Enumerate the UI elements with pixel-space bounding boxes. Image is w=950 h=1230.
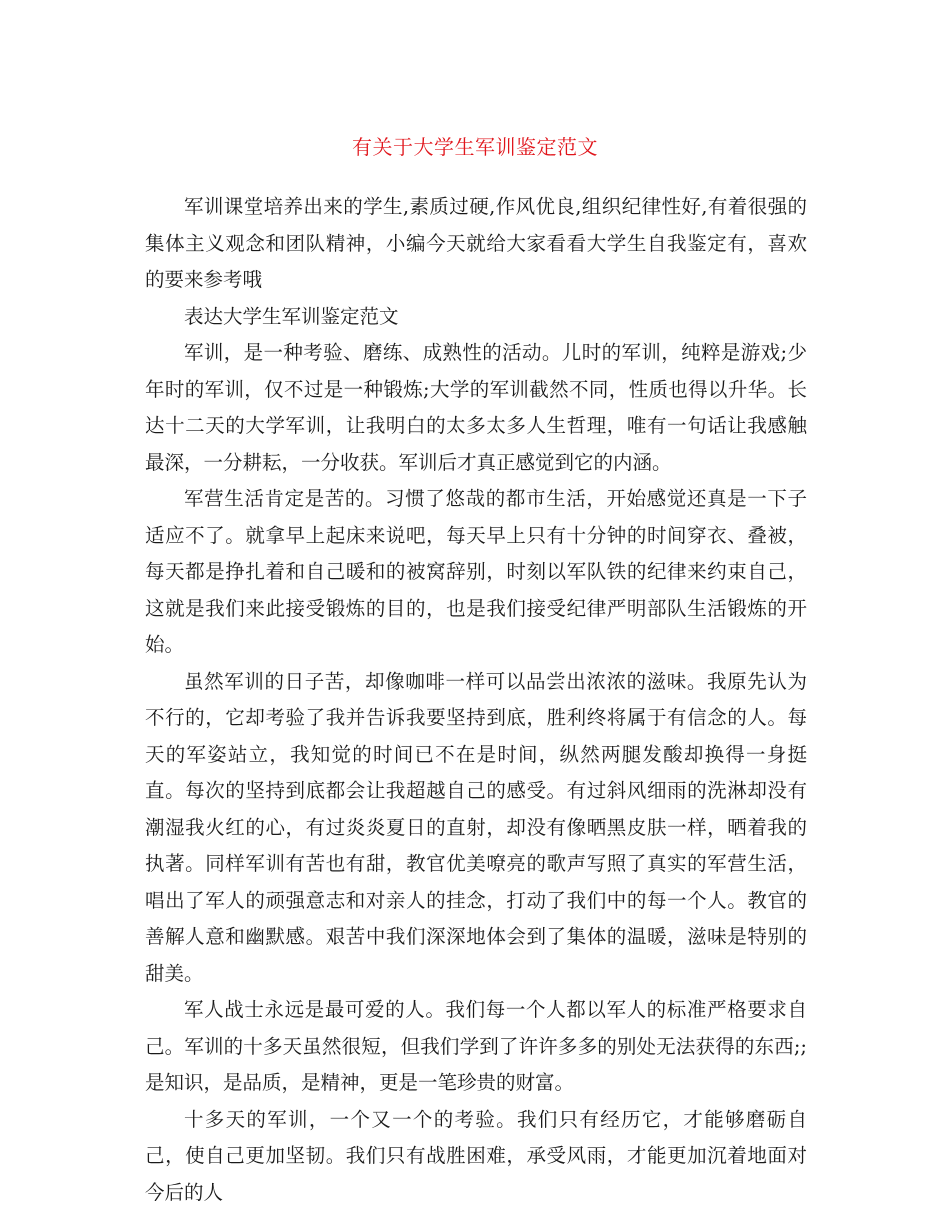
paragraph: 军人战士永远是最可爱的人。我们每一个人都以军人的标准严格要求自己。军训的十多天虽然很短，但我们学到了许许多多的别处无法获得的东西;;是知识，是品质，是精神，更是一笔珍贵的财富。	[145, 998, 807, 1094]
document-title: 有关于大学生军训鉴定范文	[352, 135, 598, 159]
paragraph-intro: 军训课堂培养出来的学生,素质过硬,作风优良,组织纪律性好,有着很强的集体主义观念和团队精神，小编今天就给大家看看大学生自我鉴定有，喜欢的要来参考哦	[145, 195, 807, 291]
paragraph: 军营生活肯定是苦的。习惯了悠哉的都市生活，开始感觉还真是一下子适应不了。就拿早上起床来说吧，每天早上只有十分钟的时间穿衣、叠被，每天都是挣扎着和自己暖和的被窝辞别，时刻以军队铁的纪律来约束自己，这就是我们来此接受锻炼的目的，也是我们接受纪律严明部队生活锻炼的开始。	[145, 487, 807, 656]
document-body	[145, 189, 807, 1211]
paragraph: 十多天的军训，一个又一个的考验。我们只有经历它，才能够磨砺自己，使自己更加坚韧。我们只有战胜困难，承受风雨，才能更加沉着地面对今后的人	[145, 1107, 807, 1204]
paragraph: 军训，是一种考验、磨练、成熟性的活动。儿时的军训，纯粹是游戏;少年时的军训，仅不过是一种锻炼;大学的军训截然不同，性质也得以升华。长达十二天的大学军训，让我明白的太多太多人生哲理，唯有一句话让我感触最深，一分耕耘，一分收获。军训后才真正感觉到它的内涵。	[145, 341, 807, 474]
paragraph: 虽然军训的日子苦，却像咖啡一样可以品尝出浓浓的滋味。我原先认为不行的，它却考验了我并告诉我要坚持到底，胜利终将属于有信念的人。每天的军姿站立，我知觉的时间已不在是时间，纵然两腿发酸却换得一身挺直。每次的坚持到底都会让我超越自己的感受。有过斜风细雨的洗淋却没有潮湿我火红的心，有过炎炎夏日的直射，却没有像晒黑皮肤一样，晒着我的执著。同样军训有苦也有甜，教官优美嘹亮的歌声写照了真实的军营生活，唱出了军人的顽强意志和对亲人的挂念，打动了我们中的每一个人。教官的善解人意和幽默感。艰苦中我们深深地体会到了集体的温暖，滋味是特别的甜美。	[145, 669, 807, 985]
paragraph-subheading: 表达大学生军训鉴定范文	[184, 304, 399, 328]
